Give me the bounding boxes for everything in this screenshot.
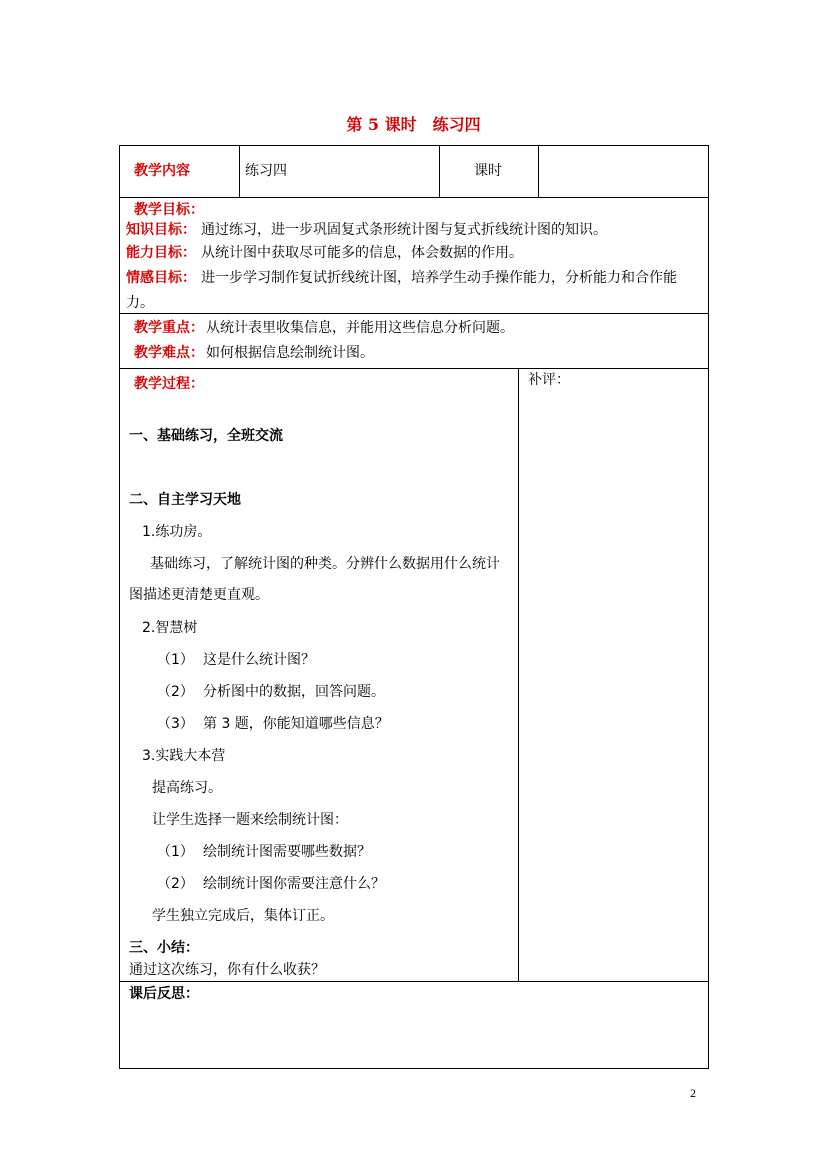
reflection-label: 课后反思：	[129, 986, 199, 1002]
ability-text: 从统计图中获取尽可能多的信息，体会数据的作用。	[201, 245, 523, 261]
item3-q1: 绘制统计图需要哪些数据？	[203, 844, 371, 860]
process-heading: 教学过程：	[134, 376, 204, 392]
item1-title: 1.练功房。	[142, 524, 212, 540]
item2-q1: 这是什么统计图？	[203, 652, 315, 668]
item3-q1-number: （1）	[157, 844, 194, 860]
item3-q2: 绘制统计图你需要注意什么？	[203, 876, 385, 892]
reflection-section	[119, 981, 709, 1069]
section-summary: 三、小结：	[129, 940, 199, 956]
section-self-study: 二、自主学习天地	[129, 492, 241, 508]
content-value: 练习四	[245, 163, 287, 179]
section-basic-practice: 一、基础练习，全班交流	[129, 428, 283, 444]
ability-label: 能力目标：	[126, 245, 196, 261]
item1-text-line2: 图描述更清楚更直观。	[129, 587, 269, 603]
summary-text: 通过这次练习，你有什么收获？	[129, 962, 325, 978]
knowledge-text: 通过练习，进一步巩固复式条形统计图与复式折线统计图的知识。	[201, 222, 607, 238]
item3-text2: 让学生选择一题来绘制统计图：	[152, 812, 348, 828]
item3-text1: 提高练习。	[152, 780, 222, 796]
difficulty-text: 如何根据信息绘制统计图。	[206, 345, 374, 361]
knowledge-label: 知识目标：	[126, 222, 196, 238]
header-divider-1	[239, 145, 240, 198]
header-row	[119, 145, 709, 198]
content-label: 教学内容	[134, 163, 190, 179]
item2-q1-number: （1）	[157, 652, 194, 668]
item1-text-line1: 基础练习，了解统计图的种类。分辨什么数据用什么统计	[150, 556, 500, 572]
focus-label: 教学重点：	[134, 320, 204, 336]
header-divider-3	[538, 145, 539, 198]
header-divider-2	[439, 145, 440, 198]
emotion-text-line2: 力。	[126, 295, 154, 311]
objectives-heading: 教学目标：	[134, 202, 204, 218]
supplement-section	[518, 368, 709, 982]
item2-q3: 第 3 题，你能知道哪些信息？	[203, 716, 389, 732]
period-label: 课时	[474, 163, 502, 179]
item2-q3-number: （3）	[157, 716, 194, 732]
item2-title: 2.智慧树	[142, 620, 198, 636]
page-number: 2	[690, 1086, 696, 1100]
supplement-label: 补评：	[528, 372, 570, 388]
item3-q2-number: （2）	[157, 876, 194, 892]
item3-title: 3.实践大本营	[142, 748, 226, 764]
difficulty-label: 教学难点：	[134, 345, 204, 361]
page-title: 第 5 课时 练习四	[346, 115, 481, 134]
item3-text3: 学生独立完成后，集体订正。	[152, 908, 334, 924]
item2-q2: 分析图中的数据，回答问题。	[203, 684, 385, 700]
focus-text: 从统计表里收集信息，并能用这些信息分析问题。	[206, 320, 514, 336]
emotion-label: 情感目标：	[126, 270, 196, 286]
emotion-text-line1: 进一步学习制作复试折线统计图，培养学生动手操作能力，分析能力和合作能	[201, 270, 677, 286]
item2-q2-number: （2）	[157, 684, 194, 700]
